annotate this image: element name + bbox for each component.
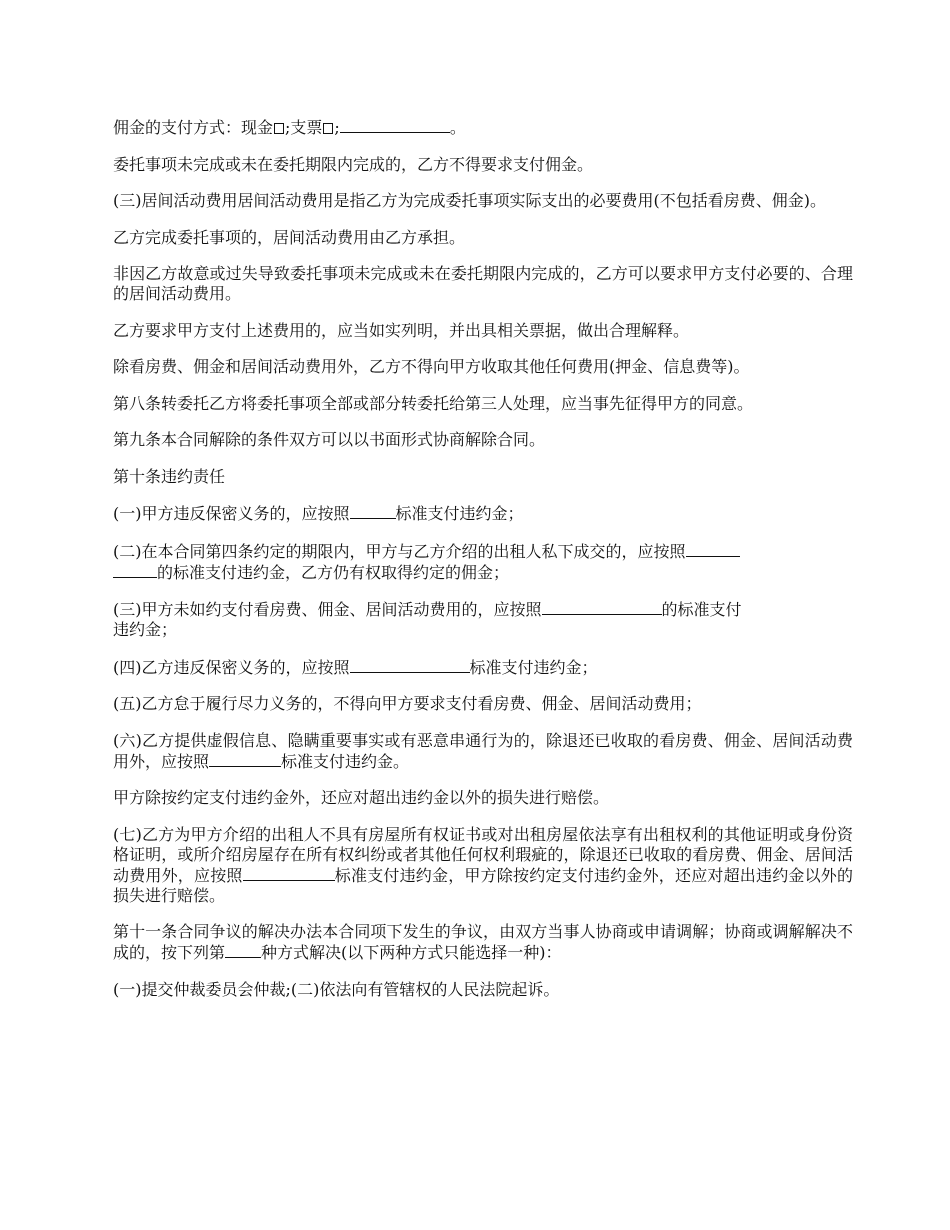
article-9-termination: 第九条本合同解除的条件双方可以以书面形式协商解除合同。	[113, 430, 546, 449]
clause-10-2-text-b: 的标准支付违约金，乙方仍有权取得约定的佣金；	[157, 562, 510, 582]
article-11-method-blank[interactable]	[225, 942, 261, 958]
clause-10-5: (五)乙方怠于履行尽力义务的，不得向甲方要求支付看房费、佣金、居间活动费用；	[113, 694, 702, 713]
contract-document	[113, 117, 853, 1016]
article-10-heading: 第十条违约责任	[113, 466, 226, 486]
clause-10-6	[113, 731, 853, 772]
clause-10-7-text-a: (七)乙方为甲方介绍的出租人不具有房屋所有权证书或对出租房屋依法享有出租权利的其他证明或身份资格证明，或所介绍房屋存在所有权纠纷或者其他任何权利瑕疵的，除退还已收取的看房费、佣金、居间活动费用外，应按照	[113, 824, 853, 885]
clause-10-3	[113, 599, 853, 640]
paragraph-brokerage-expense-definition: (三)居间活动费用居间活动费用是指乙方为完成委托事项实际支出的必要费用(不包括看房费、佣金)。	[113, 191, 826, 210]
clause-10-7	[113, 825, 853, 906]
clause-10-1-text-a: (一)甲方违反保密义务的，应按照	[113, 504, 350, 523]
separator-text: ;	[334, 118, 340, 137]
payment-method-label: 佣金的支付方式：现金	[113, 118, 274, 137]
clause-10-6-blank[interactable]	[209, 751, 281, 767]
clause-10-4-blank[interactable]	[350, 657, 470, 673]
paragraph-expense-reimbursement: 非因乙方故意或过失导致委托事项未完成或未在委托期限内完成的，乙方可以要求甲方支付必要的、合理的居间活动费用。	[113, 264, 853, 303]
cheque-label: ;支票	[285, 118, 323, 137]
clause-10-7-text-b: 标准支付违约金，甲方除按约定支付违约金外，还应对超出违约金以外的损失进行赔偿。	[113, 865, 853, 905]
clause-10-3-text-b: 的标准支付	[661, 600, 742, 619]
article-11-dispute-resolution	[113, 922, 853, 963]
clause-10-1-text-b: 标准支付违约金；	[395, 504, 524, 523]
paragraph-commission-incomplete: 委托事项未完成或未在委托期限内完成的，乙方不得要求支付佣金。	[113, 154, 594, 174]
clause-10-3-text-a: (三)甲方未如约支付看房费、佣金、居间活动费用的，应按照	[113, 600, 542, 619]
cash-checkbox[interactable]	[274, 123, 284, 134]
clause-10-6-text-a: (六)乙方提供虚假信息、隐瞒重要事实或有恶意串通行为的，除退还已收取的看房费、佣金、居间活动费用外，应按照	[113, 730, 853, 771]
paragraph-no-other-fees: 除看房费、佣金和居间活动费用外，乙方不得向甲方收取其他任何费用(押金、信息费等)。	[113, 357, 750, 376]
article-11-text-a: 第十一条合同争议的解决办法本合同项下发生的争议，由双方当事人协商或申请调解；协商或调解解决不成的，按下列第	[113, 922, 853, 962]
clause-10-2-blank-part2[interactable]	[113, 562, 157, 578]
paragraph-expense-itemization: 乙方要求甲方支付上述费用的，应当如实列明，并出具相关票据，做出合理解释。	[113, 320, 690, 340]
article-11-text-b: 种方式解决(以下两种方式只能选择一种)：	[261, 943, 562, 962]
cheque-checkbox[interactable]	[323, 123, 333, 134]
paragraph-expense-borne-by-party-b: 乙方完成委托事项的，居间活动费用由乙方承担。	[113, 227, 466, 247]
clause-10-2	[113, 541, 853, 583]
clause-10-3-blank[interactable]	[542, 599, 662, 615]
clause-10-4-text-b: 标准支付违约金；	[469, 657, 598, 677]
dispute-resolution-options: (一)提交仲裁委员会仲裁;(二)依法向有管辖权的人民法院起诉。	[113, 979, 560, 999]
period-text: 。	[449, 118, 466, 137]
clause-10-2-blank-part1[interactable]	[686, 541, 740, 557]
clause-10-4-text-a: (四)乙方违反保密义务的，应按照	[113, 657, 350, 677]
clause-10-3-text-c: 违约金；	[113, 620, 178, 639]
article-8-subcontracting: 第八条转委托乙方将委托事项全部或部分转委托给第三人处理，应当事先征得甲方的同意。	[113, 393, 754, 413]
clause-10-1-blank[interactable]	[350, 503, 396, 519]
clause-10-2-text-a: (二)在本合同第四条约定的期限内，甲方与乙方介绍的出租人私下成交的，应按照	[113, 541, 686, 561]
paragraph-party-a-additional-damages: 甲方除按约定支付违约金外，还应对超出违约金以外的损失进行赔偿。	[113, 788, 610, 807]
payment-method-paragraph	[113, 117, 853, 138]
clause-10-7-blank[interactable]	[243, 865, 335, 881]
other-payment-blank[interactable]	[340, 117, 450, 133]
clause-10-1	[113, 503, 853, 524]
clause-10-4	[113, 657, 853, 678]
clause-10-6-text-b: 标准支付违约金。	[281, 751, 410, 771]
